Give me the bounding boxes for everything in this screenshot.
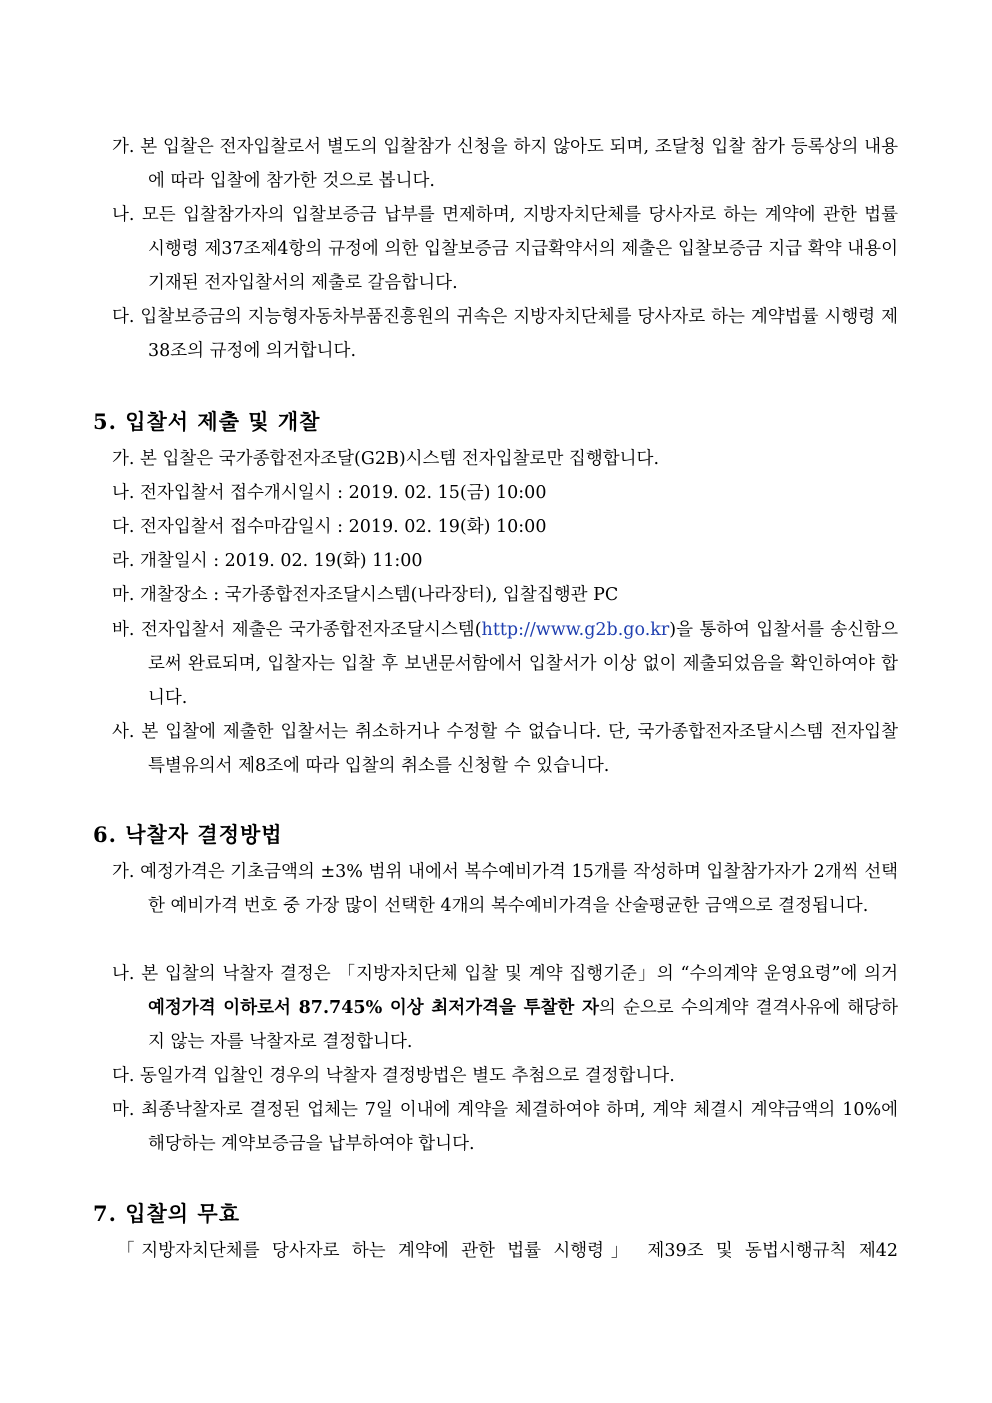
- section6-item-da: 다. 동일가격 입찰인 경우의 낙찰자 결정방법은 별도 추첨으로 결정합니다.: [112, 1066, 675, 1086]
- item-ba-prefix: 바. 전자입찰서 제출은 국가종합전자조달시스템(: [112, 620, 482, 640]
- section4-item-ga: 가. 본 입찰은 전자입찰로서 별도의 입찰참가 신청을 하지 않아도 되며, 조달청 입찰 참가 등록상의 내용에 따라 입찰에 참가한 것으로 봅니다.: [112, 137, 898, 191]
- item-ba-suffix: )을 통하여 입찰서를 송신함으로써 완료되며, 입찰자는 입찰 후 보낸문서함에서 입찰서가 이상 없이 제출되었음을 확인하여야 합니다.: [148, 620, 898, 708]
- item-na-suffix: 의 순으로 수의계약 결격사유에 해당하지 않는 자를 낙찰자로 결정합니다.: [148, 998, 898, 1052]
- section5-item-ba: [112, 613, 898, 715]
- section5-item-ga: 가. 본 입찰은 국가종합전자조달(G2B)시스템 전자입찰로만 집행합니다.: [112, 449, 660, 469]
- section6-item-na: [112, 957, 898, 1059]
- g2b-link[interactable]: http://www.g2b.go.kr: [481, 620, 670, 640]
- section4-item-na: 나. 모든 입찰참가자의 입찰보증금 납부를 면제하며, 지방자치단체를 당사자로 하는 계약에 관한 법률 시행령 제37조제4항의 규정에 의한 입찰보증금 지급확약서의 제출은 입찰보증금 지급 확약 내용이 기재된 전자입찰서의 제출로 갈음합니다.: [112, 205, 898, 293]
- section6-heading: 6. 낙찰자 결정방법: [93, 822, 283, 847]
- section6-item-ma: 마. 최종낙찰자로 결정된 업체는 7일 이내에 계약을 체결하여야 하며, 계약 체결시 계약금액의 10%에 해당하는 계약보증금을 납부하여야 합니다.: [112, 1100, 898, 1154]
- item-na-bold: 예정가격 이하로서 87.745% 이상 최저가격을 투찰한 자: [148, 998, 599, 1018]
- section5-item-ra: 라. 개찰일시 : 2019. 02. 19(화) 11:00: [112, 551, 423, 571]
- section4-item-da: 다. 입찰보증금의 지능형자동차부품진흥원의 귀속은 지방자치단체를 당사자로 하는 계약법률 시행령 제38조의 규정에 의거합니다.: [112, 307, 898, 361]
- item-na-prefix: 나. 본 입찰의 낙찰자 결정은 「지방자치단체 입찰 및 계약 집행기준」의 “수의계약 운영요령”에 의거: [112, 964, 898, 984]
- section5-item-ma: 마. 개찰장소 : 국가종합전자조달시스템(나라장터), 입찰집행관 PC: [112, 585, 619, 605]
- section5-item-sa: 사. 본 입찰에 제출한 입찰서는 취소하거나 수정할 수 없습니다. 단, 국가종합전자조달시스템 전자입찰특별유의서 제8조에 따라 입찰의 취소를 신청할 수 있습니다.: [112, 722, 898, 776]
- section5-item-da: 다. 전자입찰서 접수마감일시 : 2019. 02. 19(화) 10:00: [112, 517, 547, 537]
- section5-item-na: 나. 전자입찰서 접수개시일시 : 2019. 02. 15(금) 10:00: [112, 483, 547, 503]
- section7-text: 「지방자치단체를 당사자로 하는 계약에 관한 법률 시행령」 제39조 및 동법시행규칙 제42: [117, 1241, 898, 1261]
- section6-item-ga: 가. 예정가격은 기초금액의 ±3% 범위 내에서 복수예비가격 15개를 작성하며 입찰참가자가 2개씩 선택한 예비가격 번호 중 가장 많이 선택한 4개의 복수예비가격을 산술평균한 금액으로 결정됩니다.: [112, 862, 898, 916]
- section7-heading: 7. 입찰의 무효: [93, 1201, 240, 1226]
- section5-heading: 5. 입찰서 제출 및 개찰: [93, 409, 321, 434]
